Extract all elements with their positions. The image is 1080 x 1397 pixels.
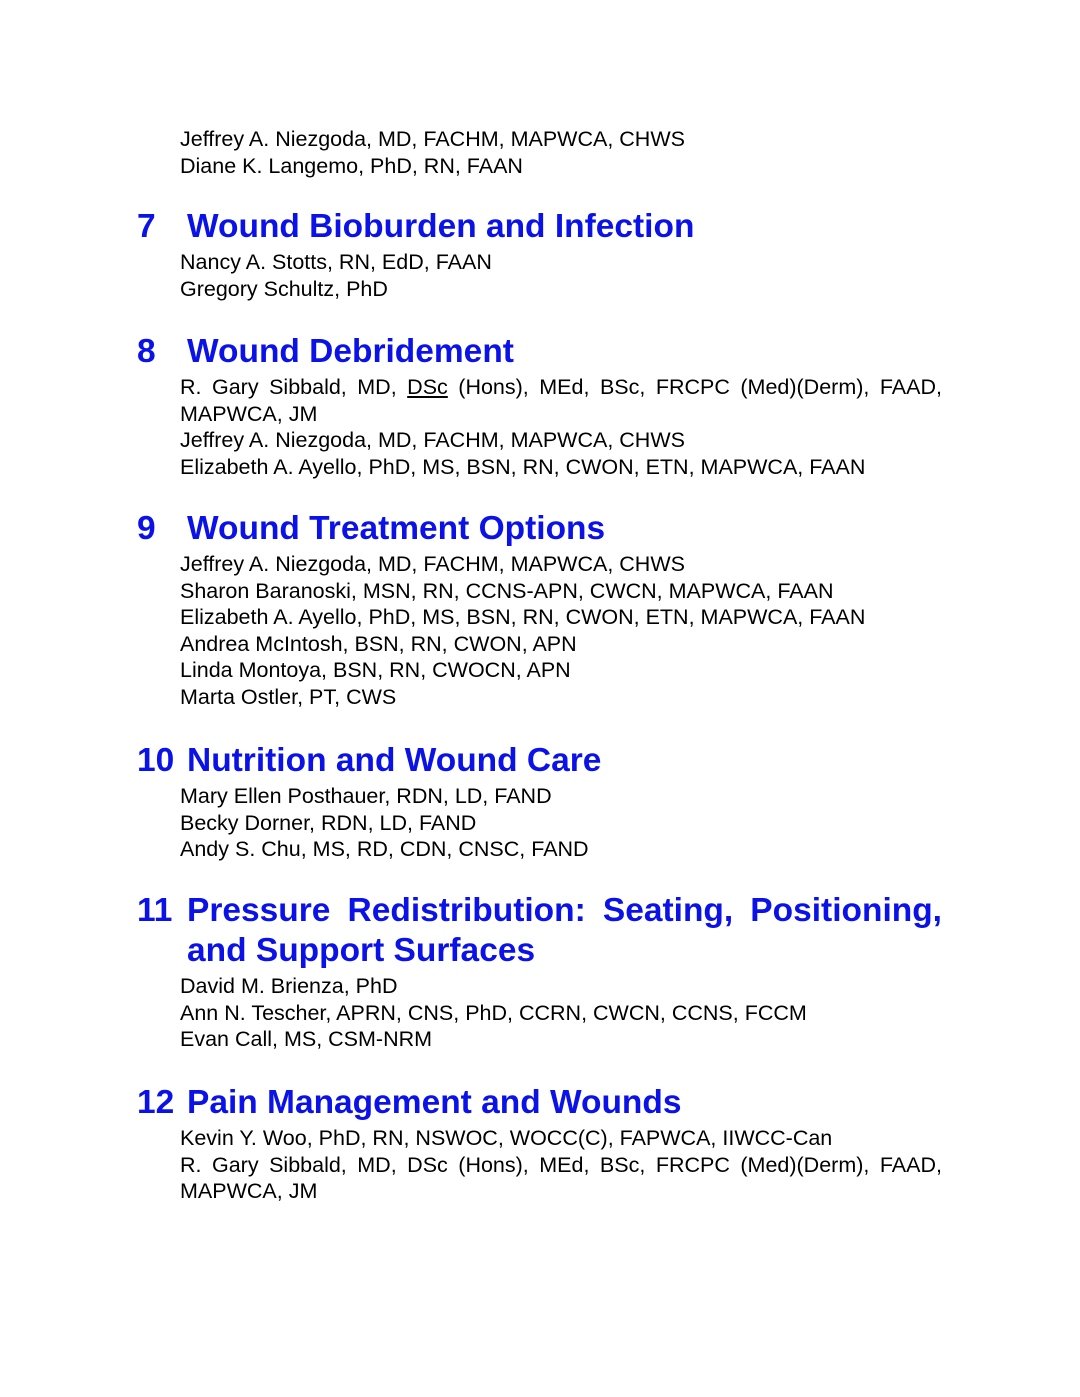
chapter-heading[interactable]: [137, 332, 957, 372]
chapter-heading[interactable]: [137, 207, 957, 247]
author-line: Elizabeth A. Ayello, PhD, MS, BSN, RN, CWON, ETN, MAPWCA, FAAN: [180, 605, 866, 629]
author-line: Becky Dorner, RDN, LD, FAND: [180, 810, 477, 835]
chapter-authors: [180, 783, 945, 863]
author-text: R. Gary Sibbald, MD,: [180, 375, 408, 399]
chapter-authors: [180, 551, 945, 710]
author-line: Jeffrey A. Niezgoda, MD, FACHM, MAPWCA, CHWS: [180, 552, 685, 576]
author-line: Mary Ellen Posthauer, RDN, LD, FAND: [180, 784, 552, 808]
author-line: Evan Call, MS, CSM-NRM: [180, 1027, 433, 1051]
chapter-authors: [180, 374, 945, 480]
author-line: Andy S. Chu, MS, RD, CDN, CNSC, FAND: [180, 837, 589, 861]
chapter-number: 11: [137, 892, 173, 929]
chapter-title: Wound Debridement: [187, 333, 514, 370]
chapter-number: 10: [137, 742, 175, 779]
chapter-8-entry: [137, 332, 957, 480]
chapter-title-line: and Support Surfaces: [187, 932, 536, 969]
chapter-heading[interactable]: [137, 891, 957, 971]
author-line: Kevin Y. Woo, PhD, RN, NSWOC, WOCC(C), FAPWCA, IIWCC-Can: [180, 1126, 833, 1150]
chapter-title: Wound Bioburden and Infection: [187, 208, 695, 245]
chapter-heading[interactable]: [137, 509, 957, 549]
chapter-10-entry: [137, 741, 957, 863]
chapter-authors: [180, 1125, 945, 1205]
chapter-authors: [180, 973, 945, 1053]
author-text: (Hons), MEd, BSc, FRCPC (Med)(Derm), FAAD, MAPWCA, JM: [180, 375, 942, 426]
author-line: Diane K. Langemo, PhD, RN, FAAN: [180, 153, 523, 178]
chapter-number: 7: [137, 208, 156, 245]
author-line: Elizabeth A. Ayello, PhD, MS, BSN, RN, CWON, ETN, MAPWCA, FAAN: [180, 454, 866, 479]
chapter-heading[interactable]: [137, 741, 957, 781]
author-line: Gregory Schultz, PhD: [180, 276, 388, 301]
chapter-title: Pain Management and Wounds: [187, 1084, 682, 1121]
chapter-12-entry: [137, 1083, 957, 1205]
author-line: Ann N. Tescher, APRN, CNS, PhD, CCRN, CWCN, CCNS, FCCM: [180, 1000, 807, 1025]
chapter-title: [187, 891, 957, 971]
author-line: Nancy A. Stotts, RN, EdD, FAAN: [180, 250, 492, 274]
chapter-9-entry: [137, 509, 957, 710]
chapter-number: 12: [137, 1084, 175, 1121]
author-line: David M. Brienza, PhD: [180, 974, 398, 998]
chapter-number: 9: [137, 510, 156, 547]
chapter-11-entry: [137, 891, 957, 1053]
chapter-7-entry: [137, 207, 957, 302]
underlined-degree: DSc: [407, 375, 448, 399]
author-line: Andrea McIntosh, BSN, RN, CWON, APN: [180, 631, 577, 656]
chapter-heading[interactable]: [137, 1083, 957, 1123]
author-line: R. Gary Sibbald, MD, DSc (Hons), MEd, BSc, FRCPC (Med)(Derm), FAAD, MAPWCA, JM: [180, 1152, 942, 1203]
chapter-number: 8: [137, 333, 156, 370]
author-line: Jeffrey A. Niezgoda, MD, FACHM, MAPWCA, CHWS: [180, 127, 685, 151]
previous-chapter-authors: [180, 126, 685, 179]
chapter-authors: [180, 249, 945, 302]
author-line: Sharon Baranoski, MSN, RN, CCNS-APN, CWCN, MAPWCA, FAAN: [180, 578, 834, 603]
author-line: [180, 374, 942, 427]
author-line: Linda Montoya, BSN, RN, CWOCN, APN: [180, 658, 571, 682]
author-line: Jeffrey A. Niezgoda, MD, FACHM, MAPWCA, CHWS: [180, 428, 685, 452]
chapter-title-line: Pressure Redistribution: Seating, Positioning,: [187, 892, 942, 929]
author-line: Marta Ostler, PT, CWS: [180, 684, 397, 709]
chapter-title: Nutrition and Wound Care: [187, 742, 602, 779]
chapter-title: Wound Treatment Options: [187, 510, 606, 547]
